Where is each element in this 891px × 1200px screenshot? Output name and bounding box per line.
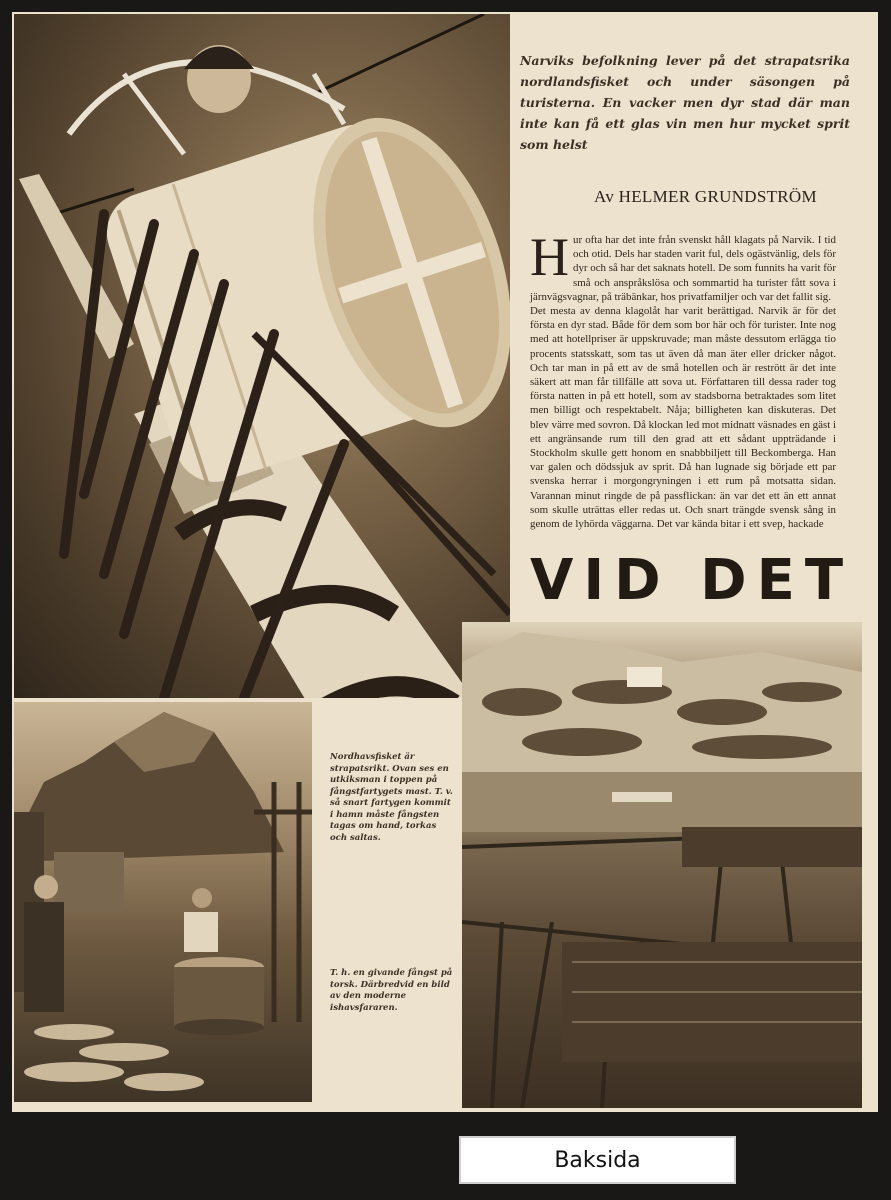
article-body <box>530 227 836 531</box>
caption-torsk: T. h. en givande fångst på torsk. Därbredvid en bild av den moderne ishavsfararen. <box>330 968 453 1013</box>
article-intro: Narviks befolkning lever på det strapatsrika nordlandsfisket och under säsongen på turisterna. En vacker men dyr stad där man inte kan få ett glas vin men hur mycket sprit som helst <box>520 53 850 152</box>
baksida-label: Baksida <box>459 1136 736 1184</box>
photo-fish-catch-dock <box>14 702 312 1102</box>
harbor-illustration <box>462 622 862 1108</box>
paragraph-2-text: Det mesta av denna klagolåt har varit berättigad. Narvik är för det första en dyr stad. Både för dem som bor här och för turister. Inte nog med att hotellpriser är uppskruvade; man måste dessutom erlägga tio procents statsskatt, som tas ut även då man äter eller dricker något. Och tar man in på ett av de små hotellen och är restrött är det inte säkert att man får tillfälle att sova ut. Författaren till dessa rader tog första natten in på ett hotell, som av stadsborna betraktades som litet men billigt och respektabelt. Nåja; billigheten kan diskuteras. Det blev värre med sovron. Då klockan led mot midnatt väsnades en gäst i ett angränsande rum till den grad att ett sådant uppträdande i Stockholm skulle gett honom en snabbbiljett till Beckomberga. Han var galen och dödssjuk av sprit. Då han lugnade sig började ett par svenska herrar i morgongryningen i ett rum på motsatta sidan. Varannan minut ringde de på passflickan: än var det ett än ett annat som skulle uträttas eller redas ut. Och snart trängde svensk sång in genom de lyhörda väggarna. Det var kända bitar i ett svep, hackade <box>530 305 836 531</box>
crows-nest-illustration <box>14 14 510 698</box>
article-byline: Av HELMER GRUNDSTRÖM <box>594 187 817 206</box>
photo-harbor-drying-racks <box>462 622 862 1108</box>
article-paragraph-1 <box>530 227 836 304</box>
article-headline: VID DET <box>530 548 854 613</box>
caption-mast: Nordhavsfisket är strapatsrikt. Ovan ses en utkiksman i toppen på fångstfartygets mast. T. v. så snart fartygen kommit i hamn måste fångsten tagas om hand, torkas och saltas. <box>330 752 453 843</box>
paragraph-1-text: ur ofta har det inte från svenskt håll klagats på Narvik. I tid och otid. Dels har staden varit ful, dels ogästvänlig, dels för dyr och så har det saknats hotell. De som funnits ha varit för små och anspråkslösa och sommartid ha turister fått sova i järnvägsvagnar, på träbänkar, hos privatfamiljer och var det fallit sig. <box>530 234 836 303</box>
photo-crows-nest-mast <box>14 14 510 698</box>
drop-cap: H <box>530 227 569 287</box>
fish-catch-illustration <box>14 702 312 1102</box>
article-paragraph-2 <box>530 304 836 531</box>
